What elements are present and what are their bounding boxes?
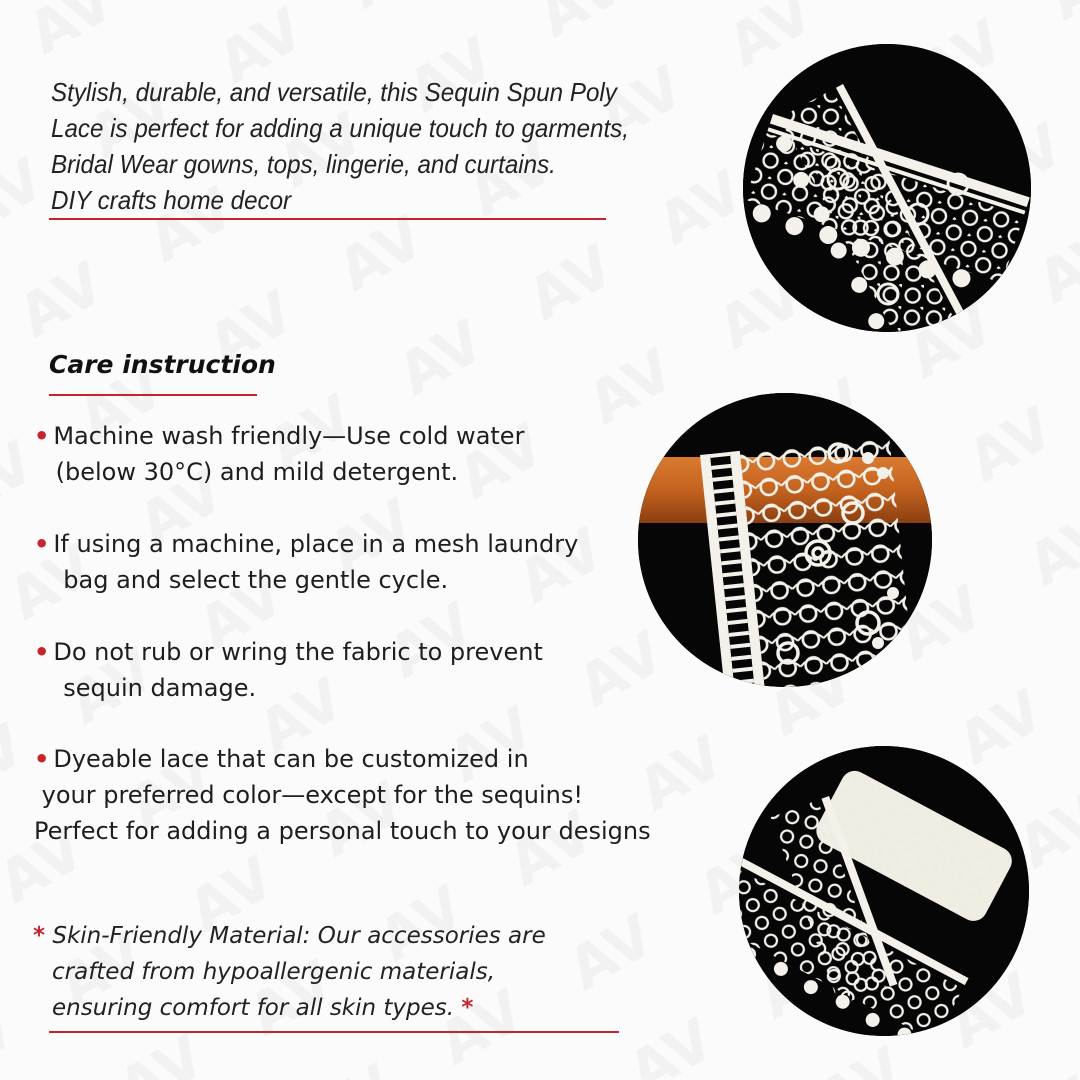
bullet-dot: • bbox=[34, 530, 50, 558]
care-item-text: (below 30°C) and mild detergent. bbox=[48, 458, 459, 486]
bullet-dot: • bbox=[34, 745, 50, 773]
care-item-mesh-bag bbox=[34, 526, 578, 598]
care-item-text: sequin damage. bbox=[48, 674, 257, 702]
care-item-text: Perfect for adding a personal touch to your designs bbox=[34, 817, 651, 845]
skin-note-text: ensuring comfort for all skin types. bbox=[52, 995, 455, 1021]
care-item-text: Machine wash friendly—Use cold water bbox=[53, 422, 525, 450]
skin-note-text: Skin-Friendly Material: Our accessories are bbox=[52, 923, 546, 949]
description-divider bbox=[49, 218, 606, 220]
asterisk-mark: * bbox=[461, 995, 474, 1021]
care-item-text: your preferred color—except for the sequins! bbox=[34, 781, 584, 809]
care-item-text: Do not rub or wring the fabric to prevent bbox=[53, 638, 543, 666]
asterisk-mark: * bbox=[33, 923, 46, 949]
bullet-dot: • bbox=[34, 638, 50, 666]
care-heading-underline bbox=[49, 394, 257, 396]
description-line: Lace is perfect for adding a unique touch to garments, bbox=[51, 113, 629, 143]
product-description bbox=[51, 74, 629, 218]
care-item-dyeable bbox=[34, 741, 651, 849]
care-item-no-wring bbox=[34, 634, 543, 706]
description-line: Stylish, durable, and versatile, this Sequin Spun Poly bbox=[51, 77, 617, 107]
skin-note-divider bbox=[49, 1031, 619, 1033]
lace-photo-draped bbox=[638, 393, 932, 687]
care-heading: Care instruction bbox=[49, 350, 276, 379]
skin-friendly-note bbox=[33, 918, 546, 1026]
description-line: DIY crafts home decor bbox=[51, 185, 292, 215]
bullet-dot: • bbox=[34, 422, 50, 450]
skin-note-text: crafted from hypoallergenic materials, bbox=[52, 959, 496, 985]
lace-photo-fanned bbox=[743, 44, 1031, 332]
description-line: Bridal Wear gowns, tops, lingerie, and curtains. bbox=[51, 149, 556, 179]
care-item-text: If using a machine, place in a mesh laundry bbox=[53, 530, 579, 558]
care-item-machine-wash bbox=[34, 418, 524, 490]
care-item-text: bag and select the gentle cycle. bbox=[48, 566, 449, 594]
lace-photo-roll bbox=[739, 746, 1029, 1036]
care-item-text: Dyeable lace that can be customized in bbox=[53, 745, 529, 773]
